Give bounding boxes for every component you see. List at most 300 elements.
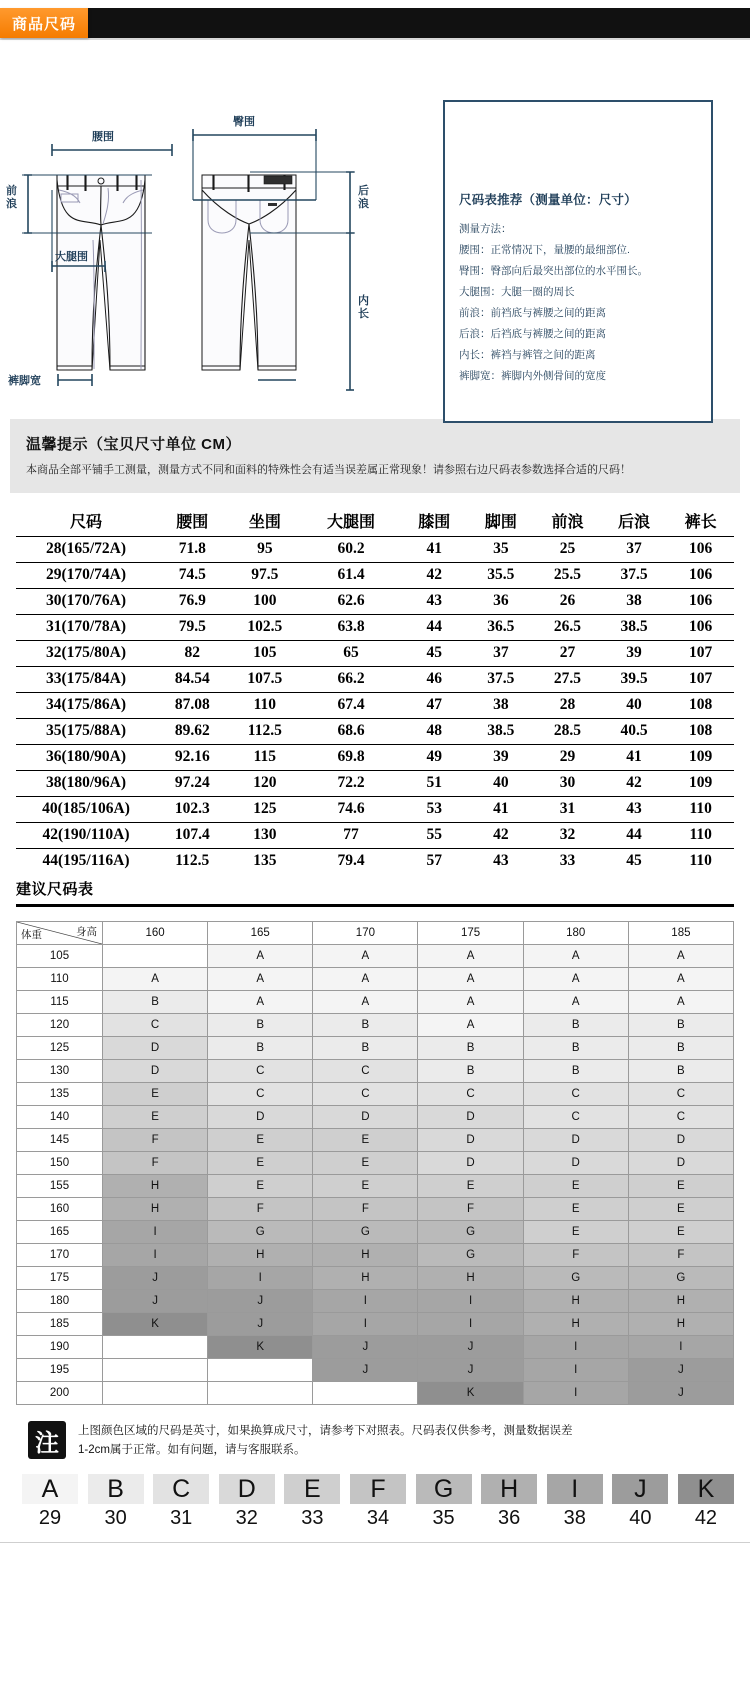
legend-letter: H: [481, 1474, 537, 1504]
size-table-cell: 109: [667, 745, 734, 771]
size-table-cell: 92.16: [156, 745, 229, 771]
size-table-size-cell: 32(175/80A): [16, 641, 156, 667]
matrix-cell: J: [208, 1313, 313, 1336]
matrix-cell: I: [208, 1267, 313, 1290]
matrix-row: [17, 1221, 734, 1244]
size-table-cell: 45: [626, 852, 642, 869]
size-table-cell: 27.5: [534, 667, 601, 693]
size-table-cell: 110: [667, 823, 734, 849]
note-row: [28, 1421, 734, 1460]
matrix-cell: D: [628, 1152, 733, 1175]
size-table-cell: 105: [229, 641, 302, 667]
size-table-header-cell: 大腿围: [301, 507, 401, 537]
matrix-cell: B: [628, 1014, 733, 1037]
size-table-cell: 97.24: [156, 771, 229, 797]
size-table-cell: 68.6: [301, 719, 401, 745]
legend-item: [153, 1474, 209, 1530]
size-table-cell: 42: [468, 823, 535, 849]
matrix-cell: D: [418, 1106, 523, 1129]
matrix-cell: D: [418, 1152, 523, 1175]
size-table-cell: 62.6: [301, 589, 401, 615]
matrix-cell: F: [628, 1244, 733, 1267]
legend-row: [22, 1474, 734, 1530]
size-table-cell: 108: [667, 693, 734, 719]
legend-value: 29: [38, 1507, 62, 1529]
label-inseam: 内长: [358, 295, 369, 320]
size-table-body: [16, 537, 734, 875]
legend-value: 32: [235, 1507, 258, 1529]
matrix-row: [17, 1152, 734, 1175]
size-table-row: [16, 615, 734, 641]
size-table-cell: 110: [667, 797, 734, 823]
info-panel-title: 尺码表推荐（测量单位：尺寸）: [459, 193, 637, 207]
size-table-size-cell: 40(185/106A): [16, 797, 156, 823]
size-table-cell: 87.08: [156, 693, 229, 719]
matrix-height-header: 180: [523, 922, 628, 945]
size-table-cell: 95: [229, 537, 302, 563]
matrix-cell: D: [418, 1129, 523, 1152]
matrix-cell: A: [313, 991, 418, 1014]
size-table-row: [16, 693, 734, 719]
matrix-cell: H: [628, 1313, 733, 1336]
size-table-cell: 112.5: [229, 719, 302, 745]
size-table-cell: 48: [401, 719, 468, 745]
matrix-cell: C: [208, 1060, 313, 1083]
matrix-cell: H: [418, 1267, 523, 1290]
size-table-size-cell: 38(180/96A): [16, 771, 156, 797]
size-table-cell: 39.5: [601, 667, 668, 693]
size-table-cell: 29: [534, 745, 601, 771]
matrix-height-header: 175: [418, 922, 523, 945]
matrix-cell: F: [313, 1198, 418, 1221]
matrix-cell: I: [418, 1290, 523, 1313]
matrix-cell: A: [103, 968, 208, 991]
matrix-cell: A: [418, 945, 523, 968]
matrix-row: [17, 1060, 734, 1083]
matrix-cell: F: [103, 1129, 208, 1152]
size-table-size-cell: 33(175/84A): [16, 667, 156, 693]
legend-value: 35: [432, 1507, 455, 1529]
info-panel-line: 测量方法：: [459, 223, 512, 235]
size-table-cell: 40: [601, 693, 668, 719]
matrix-cell: E: [103, 1106, 208, 1129]
matrix-cell: B: [208, 1037, 313, 1060]
page-header: [0, 8, 750, 38]
size-table-cell: 135: [253, 852, 277, 869]
matrix-cell: K: [103, 1313, 208, 1336]
back-view-jeans: [202, 175, 296, 370]
note-line-1: 上图颜色区域的尺码是英寸，如果换算成尺寸，请参考下对照表。尺码表仅供参考，测量数据误差: [78, 1425, 573, 1437]
matrix-cell: D: [208, 1106, 313, 1129]
matrix-cell: H: [523, 1290, 628, 1313]
note-text: [78, 1421, 573, 1460]
size-table-cell: 37: [468, 641, 535, 667]
size-table-cell: 79.5: [156, 615, 229, 641]
matrix-cell: H: [523, 1313, 628, 1336]
matrix-row: [17, 1014, 734, 1037]
label-waist: 腰围: [92, 131, 114, 143]
size-table-cell: 38: [601, 589, 668, 615]
legend-item: [547, 1474, 603, 1530]
header-black-bar: [86, 8, 750, 38]
matrix-cell: D: [523, 1152, 628, 1175]
matrix-weight-label: 200: [17, 1382, 103, 1405]
matrix-cell: [208, 1359, 313, 1382]
size-table-cell: 89.62: [156, 719, 229, 745]
legend-value: 31: [170, 1507, 193, 1529]
matrix-cell: C: [523, 1106, 628, 1129]
legend-value: 36: [498, 1507, 521, 1529]
legend-letter: C: [153, 1474, 209, 1504]
matrix-cell: A: [628, 968, 733, 991]
matrix-cell: E: [208, 1175, 313, 1198]
dim-hem-width: [58, 374, 296, 386]
matrix-height-header: 185: [628, 922, 733, 945]
matrix-cell: E: [628, 1221, 733, 1244]
size-table-cell: 107.4: [156, 823, 229, 849]
matrix-cell: E: [313, 1129, 418, 1152]
size-table-cell: 100: [229, 589, 302, 615]
matrix-weight-label: 125: [17, 1037, 103, 1060]
size-table-size-cell: 30(170/76A): [16, 589, 156, 615]
size-table-cell: 26: [534, 589, 601, 615]
legend-letter: B: [88, 1474, 144, 1504]
matrix-cell: [313, 1382, 418, 1405]
matrix-corner-cell: [17, 922, 103, 945]
size-table-cell: 39: [468, 745, 535, 771]
size-table-header-cell: 脚围: [468, 507, 535, 537]
size-table-cell: 97.5: [229, 563, 302, 589]
matrix-row: [17, 968, 734, 991]
size-table-cell: 66.2: [301, 667, 401, 693]
matrix-cell: G: [523, 1267, 628, 1290]
matrix-row: [17, 1106, 734, 1129]
matrix-cell: J: [418, 1359, 523, 1382]
size-table-cell: 27: [534, 641, 601, 667]
matrix-height-header: 160: [103, 922, 208, 945]
size-table-cell: 40.5: [601, 719, 668, 745]
matrix-cell: C: [418, 1083, 523, 1106]
matrix-cell: E: [523, 1175, 628, 1198]
matrix-row: [17, 1175, 734, 1198]
matrix-cell: A: [313, 945, 418, 968]
legend-value: 33: [301, 1507, 324, 1529]
size-table-cell: 39: [601, 641, 668, 667]
size-table-row: [16, 719, 734, 745]
legend-letter: E: [284, 1474, 340, 1504]
matrix-cell: G: [313, 1221, 418, 1244]
matrix-weight-label: 145: [17, 1129, 103, 1152]
matrix-row: [17, 1359, 734, 1382]
matrix-cell: J: [313, 1336, 418, 1359]
size-table-cell: 49: [401, 745, 468, 771]
size-table-cell: 42: [601, 771, 668, 797]
size-table-row: [16, 771, 734, 797]
size-table-size-cell: 36(180/90A): [16, 745, 156, 771]
size-table-cell: 69.8: [301, 745, 401, 771]
matrix-height-header: 170: [313, 922, 418, 945]
legend-letter: G: [416, 1474, 472, 1504]
tips-box: [10, 419, 740, 493]
matrix-cell: C: [103, 1014, 208, 1037]
size-table-size-cell: 42(190/110A): [16, 823, 156, 849]
matrix-cell: [103, 945, 208, 968]
legend-item: [284, 1474, 340, 1530]
size-table-cell: 71.8: [156, 537, 229, 563]
size-table-row: [16, 849, 734, 875]
matrix-cell: A: [313, 968, 418, 991]
recommend-matrix-wrap: [16, 921, 734, 1405]
size-table-size-cell: 29(170/74A): [16, 563, 156, 589]
matrix-cell: H: [313, 1267, 418, 1290]
size-table-cell: 25.5: [534, 563, 601, 589]
matrix-cell: G: [208, 1221, 313, 1244]
size-table-cell: 109: [667, 771, 734, 797]
size-table-cell: 125: [229, 797, 302, 823]
legend-value: 30: [104, 1507, 127, 1529]
size-table-cell: 102.5: [229, 615, 302, 641]
size-table-cell: 110: [229, 693, 302, 719]
size-table-cell: 74.5: [156, 563, 229, 589]
matrix-cell: E: [313, 1152, 418, 1175]
size-table-cell: 38: [468, 693, 535, 719]
matrix-cell: D: [313, 1106, 418, 1129]
size-table-cell: 41: [601, 745, 668, 771]
matrix-weight-label: 150: [17, 1152, 103, 1175]
front-view-jeans: [57, 175, 145, 370]
matrix-cell: C: [313, 1060, 418, 1083]
size-table-cell: 61.4: [301, 563, 401, 589]
matrix-cell: I: [523, 1336, 628, 1359]
tips-subtitle: 本商品全部平铺手工测量，测量方式不同和面料的特殊性会有适当误差属正常现象！请参照右边尺码表参数选择合适的尺码！: [26, 464, 631, 476]
size-table-header-cell: 前浪: [534, 507, 601, 537]
matrix-cell: C: [628, 1083, 733, 1106]
info-panel-line: 前浪：前裆底与裤腰之间的距离: [459, 307, 606, 319]
label-front-rise: 前浪: [6, 185, 17, 210]
matrix-cell: A: [208, 945, 313, 968]
legend-item: [416, 1474, 472, 1530]
size-table-cell: 115: [229, 745, 302, 771]
matrix-row: [17, 1313, 734, 1336]
matrix-cell: E: [628, 1175, 733, 1198]
size-table-cell: 110: [689, 852, 712, 869]
matrix-cell: C: [628, 1106, 733, 1129]
matrix-cell: I: [628, 1336, 733, 1359]
size-table-cell: 25: [534, 537, 601, 563]
matrix-body: [17, 945, 734, 1405]
legend-item: [678, 1474, 734, 1530]
size-table: [16, 507, 734, 874]
matrix-cell: [208, 1382, 313, 1405]
size-table-cell: 57: [426, 852, 443, 869]
matrix-cell: A: [628, 991, 733, 1014]
matrix-row: [17, 1083, 734, 1106]
matrix-cell: E: [523, 1221, 628, 1244]
matrix-cell: A: [523, 991, 628, 1014]
size-table-cell: 28.5: [534, 719, 601, 745]
size-table-cell: 43: [493, 852, 509, 869]
size-table-header-cell: 裤长: [667, 507, 734, 537]
size-table-cell: 47: [401, 693, 468, 719]
matrix-cell: J: [628, 1359, 733, 1382]
info-panel-line: 内长：裤裆与裤管之间的距离: [459, 349, 596, 361]
matrix-cell: G: [418, 1244, 523, 1267]
size-table-cell: 84.54: [156, 667, 229, 693]
matrix-cell: H: [103, 1198, 208, 1221]
matrix-cell: E: [103, 1083, 208, 1106]
size-table-cell: 46: [401, 667, 468, 693]
size-table-cell: 43: [401, 589, 468, 615]
size-table-cell: 72.2: [301, 771, 401, 797]
size-table-cell: 44: [401, 615, 468, 641]
label-hem-width: 裤脚宽: [8, 375, 41, 387]
matrix-weight-label: 180: [17, 1290, 103, 1313]
size-table-header-cell: 腰围: [156, 507, 229, 537]
size-table-cell: 107: [667, 641, 734, 667]
info-panel-lines: [459, 219, 697, 387]
size-table-cell: 102.3: [156, 797, 229, 823]
matrix-weight-label: 130: [17, 1060, 103, 1083]
recommend-underline: [16, 904, 734, 907]
legend-item: [350, 1474, 406, 1530]
matrix-cell: F: [418, 1198, 523, 1221]
matrix-cell: B: [103, 991, 208, 1014]
matrix-row: [17, 1290, 734, 1313]
matrix-cell: A: [418, 968, 523, 991]
matrix-cell: E: [523, 1198, 628, 1221]
matrix-weight-label: 175: [17, 1267, 103, 1290]
matrix-cell: I: [523, 1382, 628, 1405]
size-table-cell: 120: [229, 771, 302, 797]
matrix-cell: B: [628, 1037, 733, 1060]
size-table-size-cell: 35(175/88A): [16, 719, 156, 745]
matrix-cell: A: [628, 945, 733, 968]
matrix-cell: B: [523, 1014, 628, 1037]
size-table-cell: 32: [534, 823, 601, 849]
matrix-cell: E: [208, 1152, 313, 1175]
legend-letter: I: [547, 1474, 603, 1504]
size-table-header-row: [16, 507, 734, 537]
size-table-size-cell: 44(195/116A): [42, 852, 130, 869]
size-table-size-cell: 31(170/78A): [16, 615, 156, 641]
matrix-cell: [103, 1359, 208, 1382]
size-table-cell: 41: [401, 537, 468, 563]
size-table-cell: 26.5: [534, 615, 601, 641]
matrix-cell: C: [313, 1083, 418, 1106]
matrix-cell: B: [313, 1014, 418, 1037]
matrix-cell: C: [208, 1083, 313, 1106]
size-table-cell: 35: [468, 537, 535, 563]
matrix-cell: D: [523, 1129, 628, 1152]
size-table-cell: 37.5: [601, 563, 668, 589]
label-hip: 臀围: [233, 116, 255, 128]
matrix-cell: C: [523, 1083, 628, 1106]
recommend-heading: [16, 878, 734, 907]
legend-item: [219, 1474, 275, 1530]
size-table-cell: 76.9: [156, 589, 229, 615]
matrix-cell: H: [103, 1175, 208, 1198]
matrix-cell: K: [418, 1382, 523, 1405]
matrix-cell: B: [418, 1037, 523, 1060]
matrix-weight-label: 135: [17, 1083, 103, 1106]
matrix-cell: I: [313, 1313, 418, 1336]
legend-value: 40: [629, 1507, 652, 1529]
size-table-cell: 37.5: [468, 667, 535, 693]
legend-letter: D: [219, 1474, 275, 1504]
matrix-height-header: 165: [208, 922, 313, 945]
size-table-row: [16, 641, 734, 667]
legend-item: [612, 1474, 668, 1530]
matrix-cell: H: [628, 1290, 733, 1313]
size-table-row: [16, 823, 734, 849]
size-table-row: [16, 563, 734, 589]
matrix-cell: I: [418, 1313, 523, 1336]
size-table-header-cell: 尺码: [16, 507, 156, 537]
size-table-cell: 112.5: [175, 852, 210, 869]
size-table-cell: 108: [667, 719, 734, 745]
matrix-cell: E: [313, 1175, 418, 1198]
matrix-row: [17, 1037, 734, 1060]
info-panel-line: 后浪：后裆底与裤腰之间的距离: [459, 328, 606, 340]
matrix-cell: G: [628, 1267, 733, 1290]
matrix-row: [17, 1198, 734, 1221]
size-table-cell: 35.5: [468, 563, 535, 589]
matrix-cell: I: [523, 1359, 628, 1382]
size-table-cell: 30: [534, 771, 601, 797]
size-table-size-cell: 28(165/72A): [16, 537, 156, 563]
matrix-cell: A: [523, 968, 628, 991]
matrix-weight-label: 170: [17, 1244, 103, 1267]
size-table-row: [16, 589, 734, 615]
size-table-cell: 63.8: [301, 615, 401, 641]
size-table-cell: 65: [301, 641, 401, 667]
matrix-cell: B: [523, 1037, 628, 1060]
matrix-row: [17, 1267, 734, 1290]
matrix-cell: E: [628, 1198, 733, 1221]
matrix-cell: A: [523, 945, 628, 968]
matrix-weight-label: 185: [17, 1313, 103, 1336]
matrix-cell: J: [313, 1359, 418, 1382]
size-table-cell: 107: [667, 667, 734, 693]
matrix-cell: J: [103, 1290, 208, 1313]
matrix-cell: B: [628, 1060, 733, 1083]
matrix-cell: J: [418, 1336, 523, 1359]
size-table-cell: 106: [667, 589, 734, 615]
size-table-cell: 106: [667, 563, 734, 589]
matrix-cell: [103, 1382, 208, 1405]
matrix-cell: A: [208, 968, 313, 991]
recommend-matrix: [16, 921, 734, 1405]
tips-title: 温馨提示（宝贝尺寸单位 CM）: [26, 436, 241, 453]
info-panel-line: 腰围：正常情况下，量腰的最细部位.: [459, 244, 630, 256]
size-table-cell: 40: [468, 771, 535, 797]
size-table-cell: 37: [601, 537, 668, 563]
matrix-cell: E: [418, 1175, 523, 1198]
footer-divider: [0, 1542, 750, 1543]
size-table-cell: 36: [468, 589, 535, 615]
dim-waist: [52, 144, 172, 156]
size-table-cell: 43: [601, 797, 668, 823]
matrix-cell: B: [523, 1060, 628, 1083]
label-thigh: 大腿围: [55, 251, 88, 263]
size-table-cell: 82: [156, 641, 229, 667]
size-table-cell: 41: [468, 797, 535, 823]
size-table-row: [16, 667, 734, 693]
info-panel-line: 裤脚宽：裤脚内外侧骨间的宽度: [459, 370, 606, 382]
label-back-rise: 后浪: [358, 185, 369, 210]
size-table-header-cell: 坐围: [229, 507, 302, 537]
size-table-cell: 107.5: [229, 667, 302, 693]
